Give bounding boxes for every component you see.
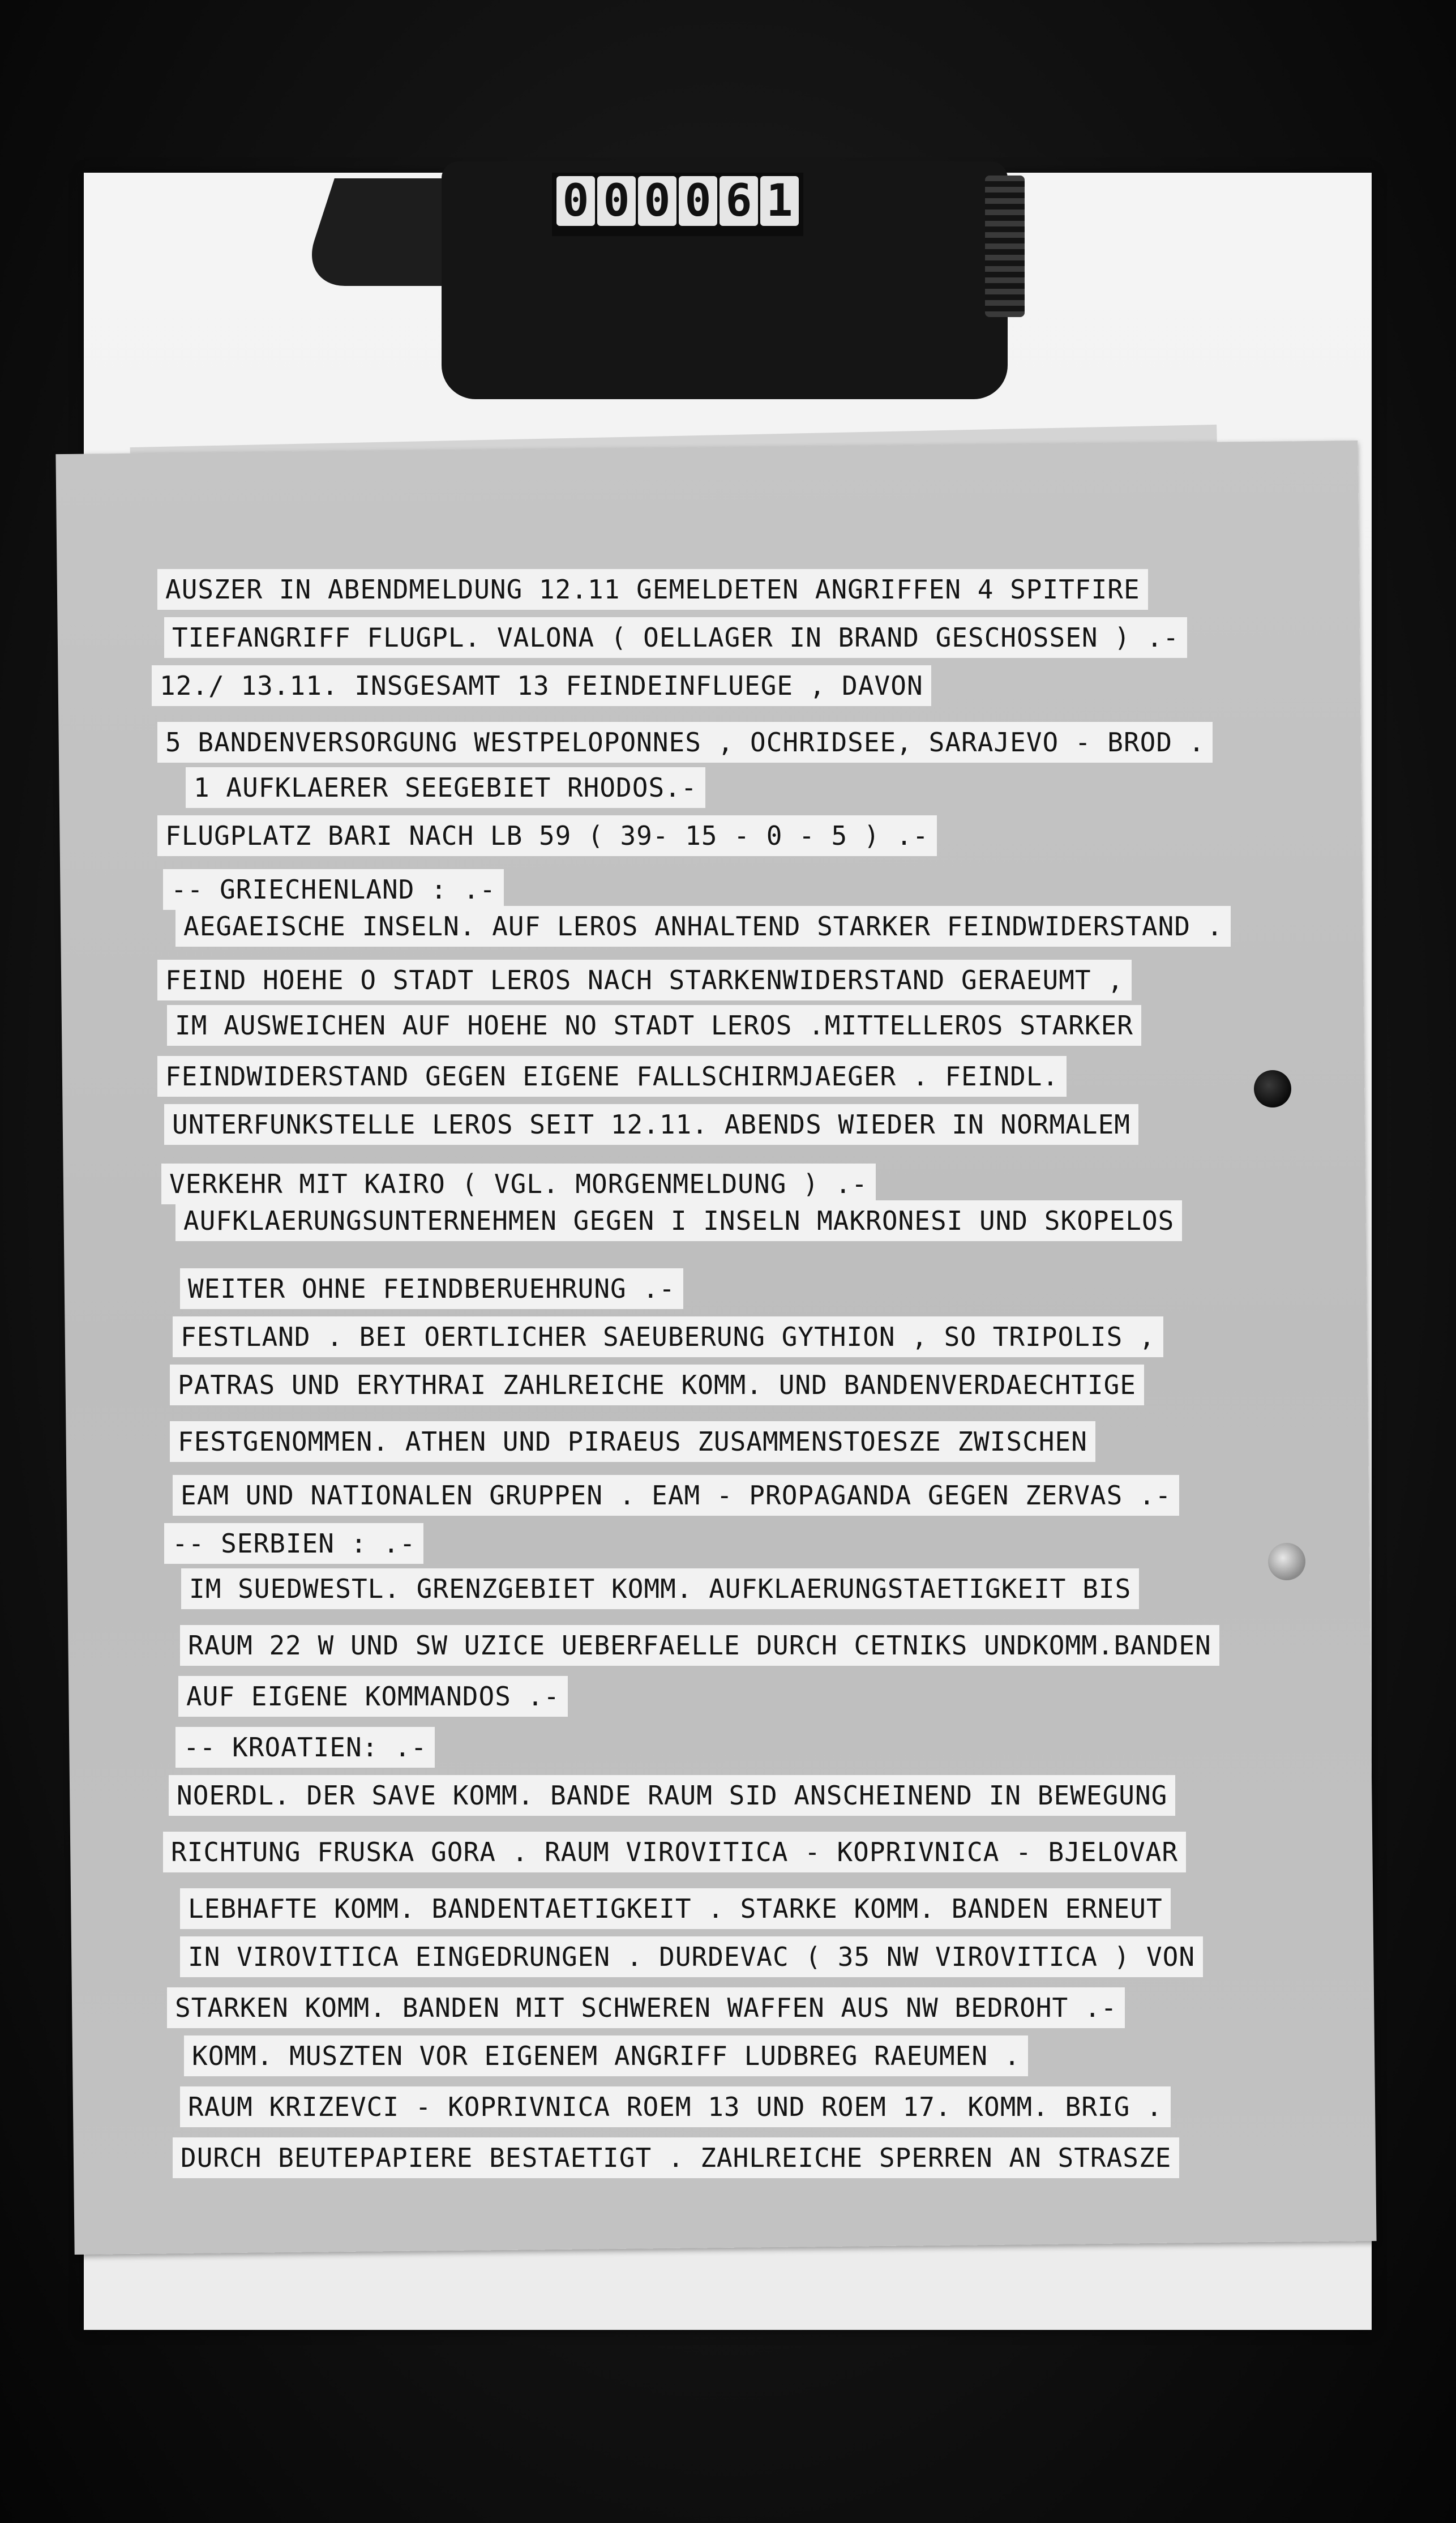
- counter-digit: 0: [556, 176, 595, 226]
- tape-strip: 12./ 13.11. INSGESAMT 13 FEINDEINFLUEGE , DAVON: [152, 665, 931, 706]
- tape-strip: RAUM KRIZEVCI - KOPRIVNICA ROEM 13 UND ROEM 17. KOMM. BRIG .: [180, 2086, 1171, 2127]
- punch-hole-icon: [1254, 1070, 1291, 1107]
- tape-strip: AUFKLAERUNGSUNTERNEHMEN GEGEN I INSELN MAKRONESI UND SKOPELOS: [175, 1200, 1182, 1241]
- tape-strip: IM SUEDWESTL. GRENZGEBIET KOMM. AUFKLAERUNGSTAETIGKEIT BIS: [181, 1568, 1139, 1609]
- tape-strip: KOMM. MUSZTEN VOR EIGENEM ANGRIFF LUDBREG RAEUMEN .: [184, 2035, 1028, 2076]
- tape-strip: FEIND HOEHE O STADT LEROS NACH STARKENWIDERSTAND GERAEUMT ,: [157, 960, 1132, 1000]
- counter-digit: 0: [679, 176, 717, 226]
- tape-strip: UNTERFUNKSTELLE LEROS SEIT 12.11. ABENDS WIEDER IN NORMALEM: [164, 1104, 1138, 1145]
- tape-strip: FESTLAND . BEI OERTLICHER SAEUBERUNG GYTHION , SO TRIPOLIS ,: [173, 1316, 1163, 1357]
- tape-strip: NOERDL. DER SAVE KOMM. BANDE RAUM SID ANSCHEINEND IN BEWEGUNG: [169, 1775, 1175, 1816]
- counter-digit: 6: [720, 176, 758, 226]
- tape-strip: AUSZER IN ABENDMELDUNG 12.11 GEMELDETEN ANGRIFFEN 4 SPITFIRE: [157, 569, 1148, 610]
- tape-strip: IM AUSWEICHEN AUF HOEHE NO STADT LEROS .MITTELLEROS STARKER: [167, 1005, 1141, 1046]
- tape-strip: -- KROATIEN: .-: [175, 1727, 435, 1768]
- frame-counter-display: [552, 173, 803, 236]
- tape-strip: FESTGENOMMEN. ATHEN UND PIRAEUS ZUSAMMENSTOESZE ZWISCHEN: [170, 1421, 1095, 1462]
- punch-hole-icon: [1268, 1543, 1305, 1580]
- counter-digit: 0: [597, 176, 636, 226]
- tape-strip: VERKEHR MIT KAIRO ( VGL. MORGENMELDUNG ) .-: [161, 1164, 876, 1204]
- tape-strip: LEBHAFTE KOMM. BANDENTAETIGKEIT . STARKE KOMM. BANDEN ERNEUT: [180, 1888, 1171, 1929]
- tape-strip: AUF EIGENE KOMMANDOS .-: [178, 1676, 568, 1717]
- tape-strip: TIEFANGRIFF FLUGPL. VALONA ( OELLAGER IN BRAND GESCHOSSEN ) .-: [164, 617, 1187, 658]
- tape-strip: 1 AUFKLAERER SEEGEBIET RHODOS.-: [186, 767, 705, 808]
- tape-strip: RICHTUNG FRUSKA GORA . RAUM VIROVITICA - KOPRIVNICA - BJELOVAR: [163, 1832, 1186, 1872]
- tape-strip: DURCH BEUTEPAPIERE BESTAETIGT . ZAHLREICHE SPERREN AN STRASZE: [173, 2137, 1179, 2178]
- counter-digit: 1: [760, 176, 799, 226]
- tape-strip: RAUM 22 W UND SW UZICE UEBERFAELLE DURCH CETNIKS UNDKOMM.BANDEN: [180, 1625, 1219, 1666]
- tape-strip: WEITER OHNE FEINDBERUEHRUNG .-: [180, 1268, 683, 1309]
- counter-digit: 0: [638, 176, 676, 226]
- counter-knob-icon: [985, 176, 1025, 317]
- tape-strip: AEGAEISCHE INSELN. AUF LEROS ANHALTEND STARKER FEINDWIDERSTAND .: [175, 906, 1231, 947]
- tape-strip: FLUGPLATZ BARI NACH LB 59 ( 39- 15 - 0 - 5 ) .-: [157, 815, 937, 856]
- tape-strip: 5 BANDENVERSORGUNG WESTPELOPONNES , OCHRIDSEE, SARAJEVO - BROD .: [157, 722, 1213, 763]
- tape-strip: PATRAS UND ERYTHRAI ZAHLREICHE KOMM. UND BANDENVERDAECHTIGE: [170, 1365, 1144, 1405]
- tape-strip: FEINDWIDERSTAND GEGEN EIGENE FALLSCHIRMJAEGER . FEINDL.: [157, 1056, 1067, 1097]
- tape-strip: IN VIROVITICA EINGEDRUNGEN . DURDEVAC ( 35 NW VIROVITICA ) VON: [180, 1936, 1203, 1977]
- tape-strip: STARKEN KOMM. BANDEN MIT SCHWEREN WAFFEN AUS NW BEDROHT .-: [167, 1987, 1125, 2028]
- tape-strip: -- GRIECHENLAND : .-: [163, 869, 504, 910]
- tape-strip: EAM UND NATIONALEN GRUPPEN . EAM - PROPAGANDA GEGEN ZERVAS .-: [173, 1475, 1179, 1516]
- tape-strip: -- SERBIEN : .-: [164, 1523, 423, 1564]
